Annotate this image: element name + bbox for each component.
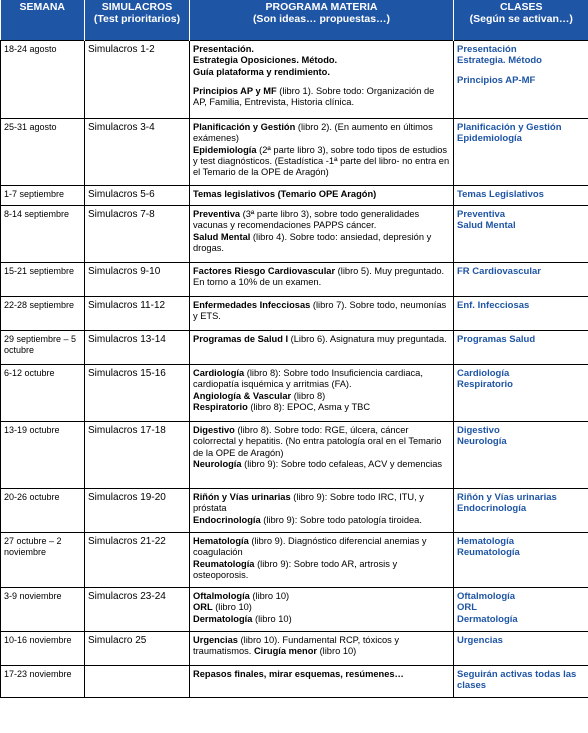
programa-line — [193, 78, 450, 86]
programa-line: Angiología & Vascular (libro 8) — [193, 390, 326, 401]
clase-link[interactable]: Respiratorio — [457, 379, 513, 391]
table-row — [1, 666, 588, 698]
programa-line: Riñón y Vías urinarias (libro 9): Sobre todo IRC, ITU, y próstata — [193, 492, 424, 514]
clases-cell — [454, 331, 588, 365]
programa-line: Temas legislativos (Temario OPE Aragón) — [193, 189, 377, 199]
clase-link[interactable]: Hematología — [457, 536, 515, 547]
clase-link[interactable]: Planificación y Gestión — [457, 122, 562, 133]
programa-line: ORL (libro 10) — [193, 602, 252, 613]
clase-link[interactable]: Epidemiología — [457, 133, 522, 145]
simulacros-cell: Simulacros 17-18 — [85, 422, 190, 489]
programa-line: Guía plataforma y rendimiento. — [193, 66, 330, 77]
clases-cell — [454, 588, 588, 632]
programa-cell — [190, 206, 454, 263]
programa-cell — [190, 297, 454, 331]
programa-cell — [190, 533, 454, 588]
programa-line: Cardiología (libro 8): Sobre todo Insuficiencia cardiaca, cardiopatía isquémica y arritmias (FA). — [193, 368, 423, 390]
week-cell: 18-24 agosto — [1, 41, 85, 119]
clases-cell — [454, 206, 588, 263]
simulacros-cell: Simulacros 7-8 — [85, 206, 190, 263]
week-cell: 13-19 octubre — [1, 422, 85, 489]
table-row — [1, 263, 588, 297]
clases-cell — [454, 365, 588, 422]
clase-link[interactable]: Neurología — [457, 436, 507, 448]
table-row — [1, 41, 588, 119]
table-row — [1, 588, 588, 632]
clase-link[interactable]: Programas Salud — [457, 334, 536, 345]
simulacros-cell — [85, 666, 190, 698]
clase-link — [457, 67, 585, 75]
clase-link[interactable]: Salud Mental — [457, 220, 516, 232]
simulacros-cell: Simulacros 15-16 — [85, 365, 190, 422]
clase-link[interactable]: Riñón y Vías urinarias — [457, 492, 557, 503]
clase-link[interactable]: Preventiva — [457, 209, 506, 220]
programa-line: Preventiva (3ª parte libro 3), sobre todo generalidades vacunas y recomendaciones PAPPS cáncer. — [193, 209, 420, 231]
table-row — [1, 489, 588, 533]
programa-line: Salud Mental (libro 4). Sobre todo: ansiedad, depresión y drogas. — [193, 231, 432, 253]
clase-link[interactable]: Seguirán activas todas las clases — [457, 669, 577, 692]
programa-line: Estrategia Oposiciones. Método. — [193, 55, 338, 66]
programa-line: Enfermedades Infecciosas (libro 7). Sobre todo, neumonías y ETS. — [193, 300, 447, 322]
week-cell: 25-31 agosto — [1, 119, 85, 186]
programa-line: Respiratorio (libro 8): EPOC, Asma y TBC — [193, 401, 371, 412]
programa-line: Presentación. — [193, 44, 254, 54]
clase-link[interactable]: Reumatología — [457, 547, 520, 559]
clase-link[interactable]: Presentación — [457, 44, 517, 55]
table-row — [1, 365, 588, 422]
simulacros-cell: Simulacros 9-10 — [85, 263, 190, 297]
table-row — [1, 119, 588, 186]
programa-cell — [190, 263, 454, 297]
simulacros-cell: Simulacros 1-2 — [85, 41, 190, 119]
programa-cell — [190, 632, 454, 666]
programa-cell — [190, 119, 454, 186]
programa-line: Dermatología (libro 10) — [193, 613, 292, 624]
clase-link[interactable]: Endocrinología — [457, 503, 527, 515]
week-cell: 1-7 septiembre — [1, 186, 85, 206]
clase-link[interactable]: Oftalmología — [457, 591, 516, 602]
table-row — [1, 632, 588, 666]
programa-line: Planificación y Gestión (libro 2). (En aumento en últimos exámenes) — [193, 122, 433, 144]
clase-link[interactable]: Estrategia. Método — [457, 55, 542, 67]
clases-cell — [454, 119, 588, 186]
header-programa: PROGRAMA MATERIA (Son ideas… propuestas…) — [190, 0, 454, 41]
programa-cell — [190, 41, 454, 119]
week-cell: 8-14 septiembre — [1, 206, 85, 263]
header-simulacros: SIMULACROS (Test prioritarios) — [85, 0, 190, 41]
clases-cell — [454, 666, 588, 698]
programa-line: Digestivo (libro 8). Sobre todo: RGE, úlcera, cáncer colorrectal y hepatitis. (No entra patología oral en el Temario de la OPE de Aragón) — [193, 425, 442, 458]
clase-link[interactable]: FR Cardiovascular — [457, 266, 541, 277]
table-row — [1, 331, 588, 365]
week-cell: 17-23 noviembre — [1, 666, 85, 698]
programa-line: Oftalmología (libro 10) — [193, 591, 290, 601]
clase-link[interactable]: Temas Legislativos — [457, 189, 544, 200]
clases-cell — [454, 533, 588, 588]
clase-link[interactable]: Cardiología — [457, 368, 510, 379]
simulacros-cell: Simulacros 11-12 — [85, 297, 190, 331]
clase-link[interactable]: Urgencias — [457, 635, 503, 646]
week-cell: 3-9 noviembre — [1, 588, 85, 632]
programa-line: Hematología (libro 9). Diagnóstico diferencial anemias y coagulación — [193, 536, 427, 558]
programa-line: Endocrinología (libro 9): Sobre todo patología tiroidea. — [193, 514, 422, 525]
table-row — [1, 533, 588, 588]
header-clases: CLASES (Según se activan…) — [454, 0, 588, 41]
simulacros-cell: Simulacros 19-20 — [85, 489, 190, 533]
week-cell: 10-16 noviembre — [1, 632, 85, 666]
simulacros-cell: Simulacro 25 — [85, 632, 190, 666]
programa-line: Repasos finales, mirar esquemas, resúmenes… — [193, 669, 404, 679]
week-cell: 22-28 septiembre — [1, 297, 85, 331]
clases-cell — [454, 186, 588, 206]
table-row — [1, 206, 588, 263]
header-semana: SEMANA — [1, 0, 85, 41]
week-cell: 29 septiembre – 5 octubre — [1, 331, 85, 365]
programa-line: Urgencias (libro 10). Fundamental RCP, tóxicos y traumatismos. Cirugía menor (libro 10) — [193, 635, 400, 657]
clase-link[interactable]: Dermatología — [457, 613, 518, 625]
table-row — [1, 297, 588, 331]
programa-cell — [190, 489, 454, 533]
programa-line: Factores Riesgo Cardiovascular (libro 5). Muy preguntado. En torno a 10% de un examen. — [193, 266, 445, 288]
programa-line: Programas de Salud I (Libro 6). Asignatura muy preguntada. — [193, 334, 447, 344]
programa-line: Principios AP y MF (libro 1). Sobre todo: Organización de AP, Familia, Entrevista, Historia clínica. — [193, 85, 435, 108]
programa-cell — [190, 331, 454, 365]
header-row — [1, 0, 588, 41]
programa-line: Neurología (libro 9): Sobre todo cefaleas, ACV y demencias — [193, 458, 443, 469]
programa-line: Epidemiología (2ª parte libro 3), sobre todo tipos de estudios y test diagnósticos. (Estadística -1ª parte del libro- no entra en el Temario de la OPE de Aragón) — [193, 144, 450, 178]
programa-cell — [190, 422, 454, 489]
week-cell: 20-26 octubre — [1, 489, 85, 533]
simulacros-cell: Simulacros 23-24 — [85, 588, 190, 632]
table-row — [1, 186, 588, 206]
simulacros-cell: Simulacros 21-22 — [85, 533, 190, 588]
programa-cell — [190, 365, 454, 422]
simulacros-cell: Simulacros 3-4 — [85, 119, 190, 186]
clases-cell — [454, 489, 588, 533]
clases-cell — [454, 41, 588, 119]
clases-cell — [454, 263, 588, 297]
programa-cell — [190, 588, 454, 632]
week-cell: 27 octubre – 2 noviembre — [1, 533, 85, 588]
clase-link[interactable]: Digestivo — [457, 425, 500, 436]
programa-cell — [190, 186, 454, 206]
clase-link[interactable]: Enf. Infecciosas — [457, 300, 530, 311]
clase-link[interactable]: Principios AP-MF — [457, 74, 536, 86]
week-cell: 6-12 octubre — [1, 365, 85, 422]
clase-link[interactable]: ORL — [457, 602, 478, 614]
simulacros-cell: Simulacros 13-14 — [85, 331, 190, 365]
table-row — [1, 422, 588, 489]
clases-cell — [454, 422, 588, 489]
clases-cell — [454, 632, 588, 666]
clases-cell — [454, 297, 588, 331]
week-cell: 15-21 septiembre — [1, 263, 85, 297]
programa-cell — [190, 666, 454, 698]
simulacros-cell: Simulacros 5-6 — [85, 186, 190, 206]
programa-line: Reumatología (libro 9): Sobre todo AR, artrosis y osteoporosis. — [193, 558, 398, 580]
